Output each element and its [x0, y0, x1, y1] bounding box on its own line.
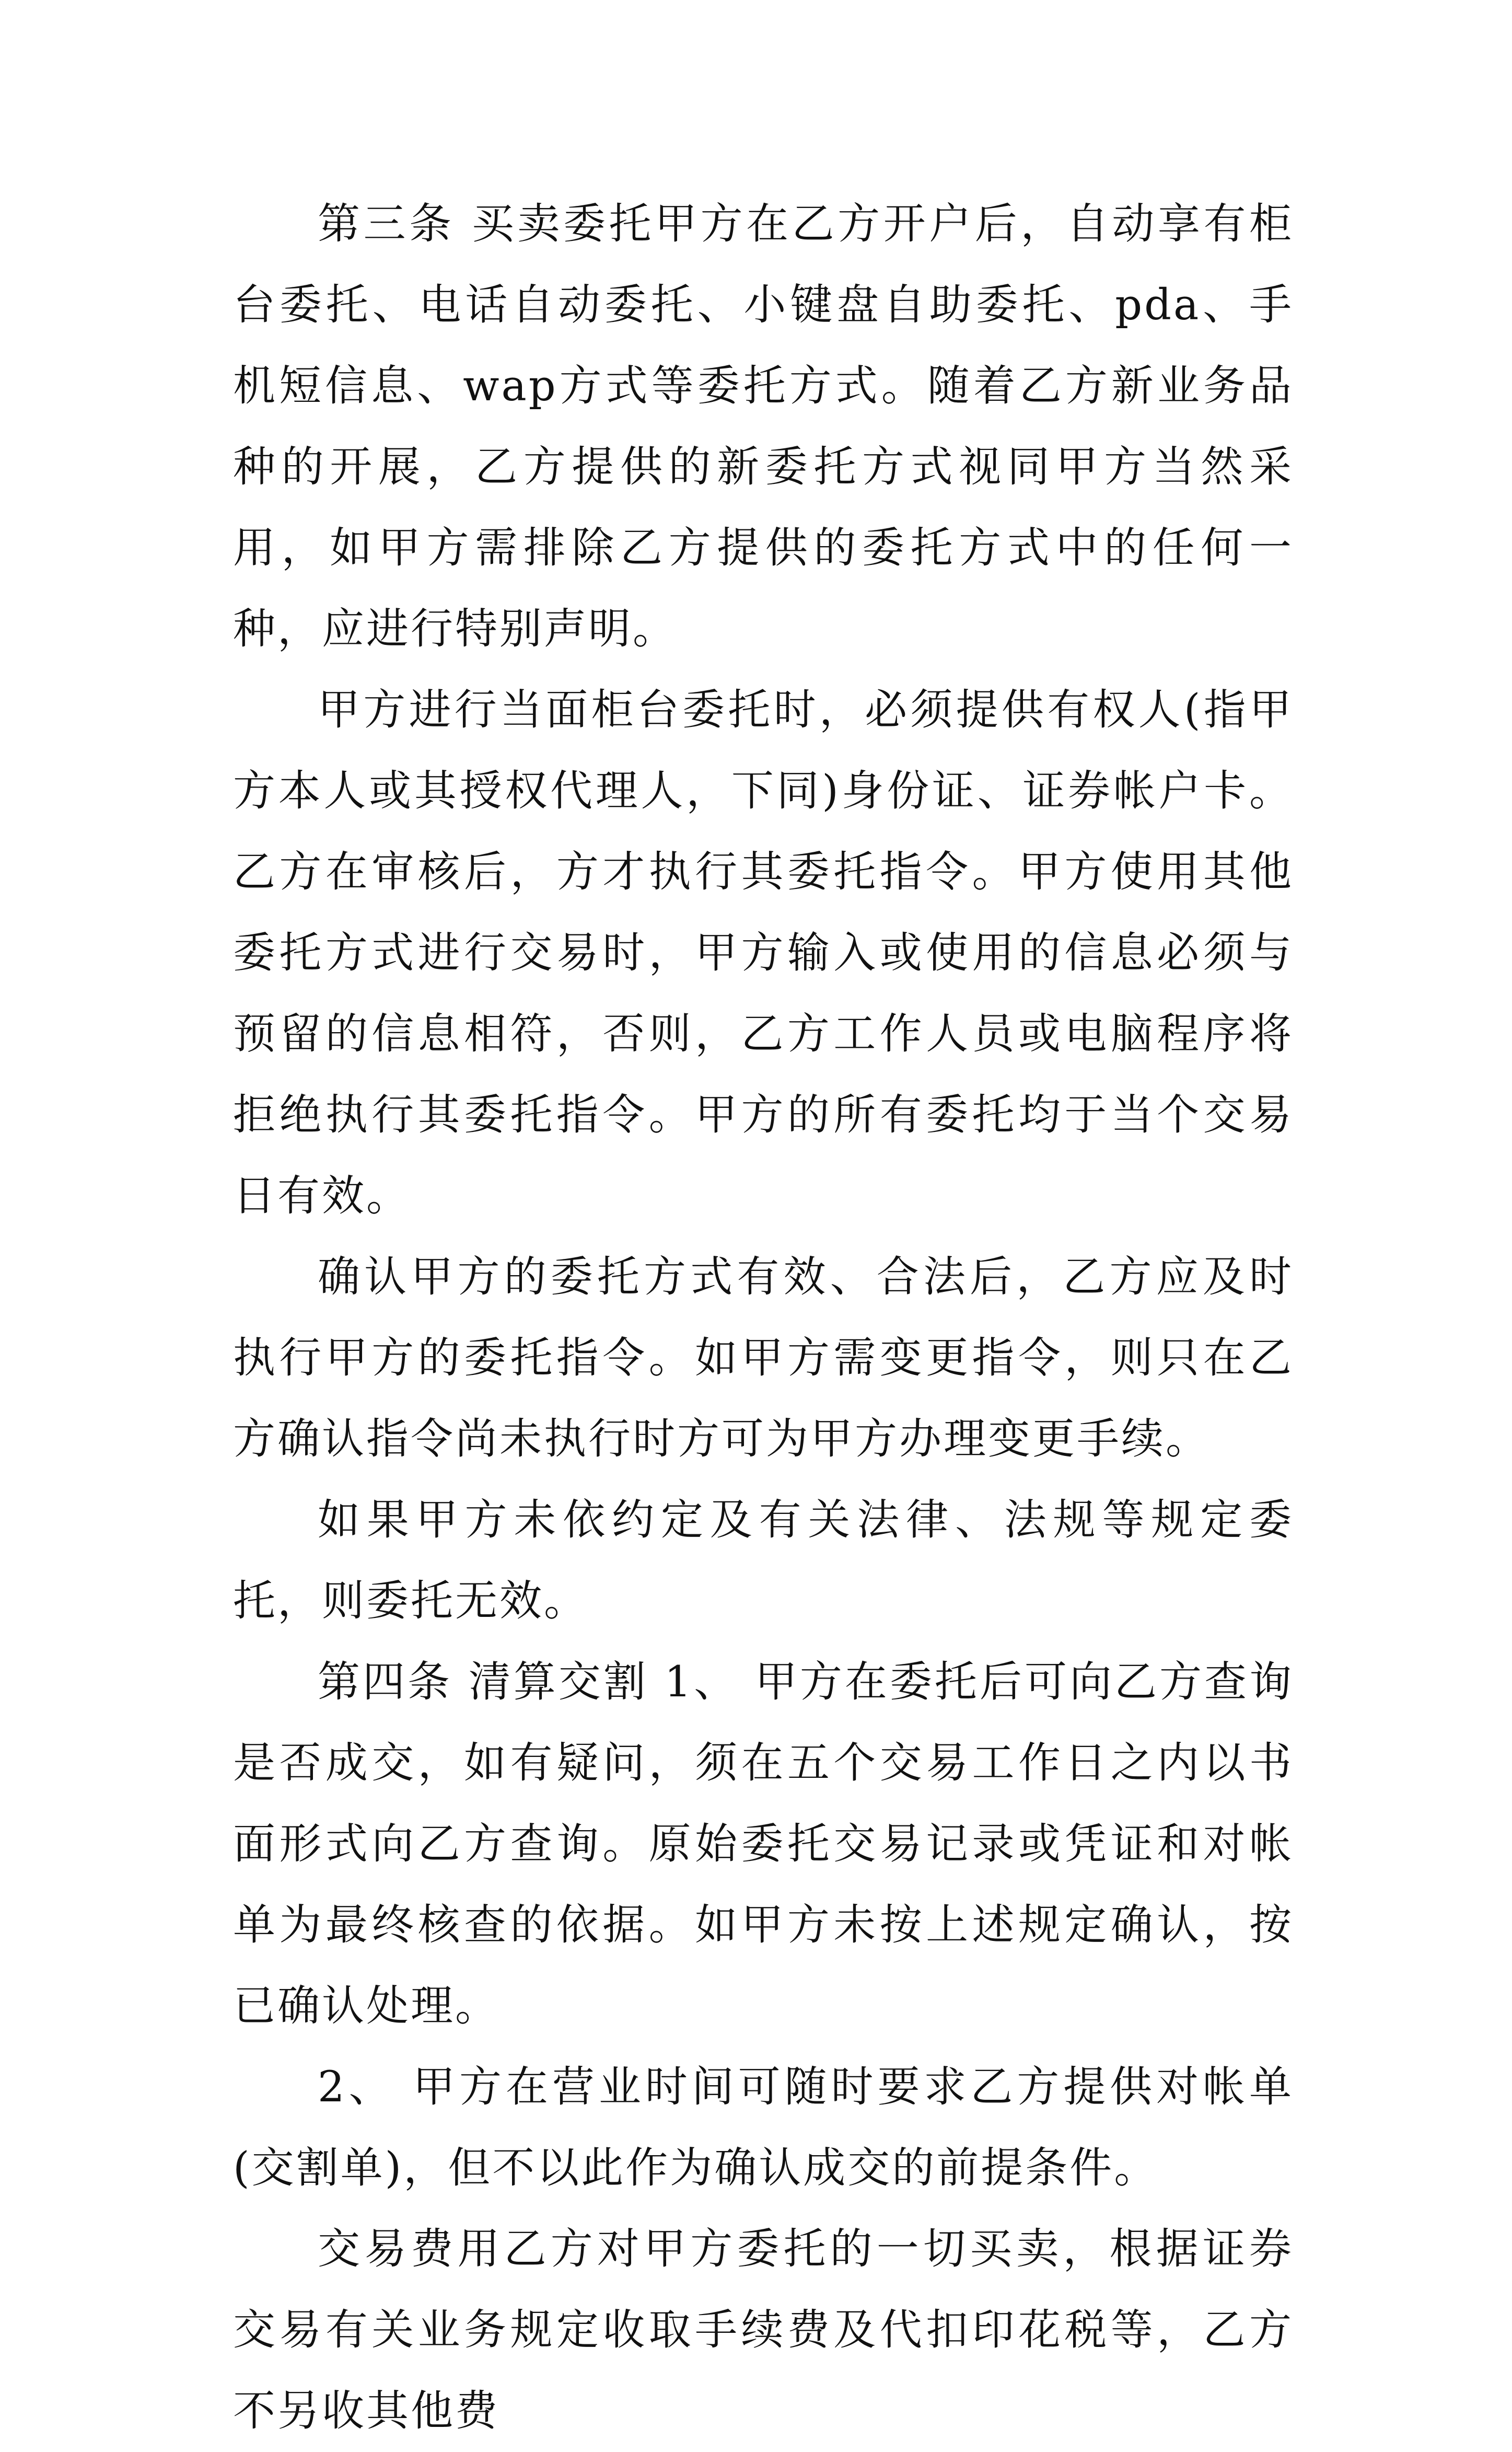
paragraph-article-3: 第三条 买卖委托甲方在乙方开户后，自动享有柜台委托、电话自动委托、小键盘自助委托、pda、手机短信息、wap方式等委托方式。随着乙方新业务品种的开展，乙方提供的新委托方式视同甲方当然采用，如甲方需排除乙方提供的委托方式中的任何一种，应进行特别声明。 [233, 200, 1294, 654]
paragraph-transaction-fees: 交易费用乙方对甲方委托的一切买卖，根据证券交易有关业务规定收取手续费及代扣印花税等，乙方不另收其他费 [233, 2225, 1294, 2436]
document-body [233, 184, 1294, 2452]
paragraph-invalid-entrustment: 如果甲方未依约定及有关法律、法规等规定委托，则委托无效。 [233, 1496, 1294, 1626]
paragraph-counter-entrustment: 甲方进行当面柜台委托时，必须提供有权人(指甲方本人或其授权代理人，下同)身份证、证券帐户卡。乙方在审核后，方才执行其委托指令。甲方使用其他委托方式进行交易时，甲方输入或使用的信息必须与预留的信息相符，否则，乙方工作人员或电脑程序将拒绝执行其委托指令。甲方的所有委托均于当个交易日有效。 [233, 686, 1294, 1221]
paragraph-statement-request: 2、 甲方在营业时间可随时要求乙方提供对帐单(交割单)，但不以此作为确认成交的前提条件。 [233, 2063, 1294, 2193]
paragraph-confirm-entrustment: 确认甲方的委托方式有效、合法后，乙方应及时执行甲方的委托指令。如甲方需变更指令，则只在乙方确认指令尚未执行时方可为甲方办理变更手续。 [233, 1253, 1294, 1464]
paragraph-article-4: 第四条 清算交割 1、 甲方在委托后可向乙方查询是否成交，如有疑问，须在五个交易工作日之内以书面形式向乙方查询。原始委托交易记录或凭证和对帐单为最终核查的依据。如甲方未按上述规定确认，按已确认处理。 [233, 1658, 1294, 2031]
